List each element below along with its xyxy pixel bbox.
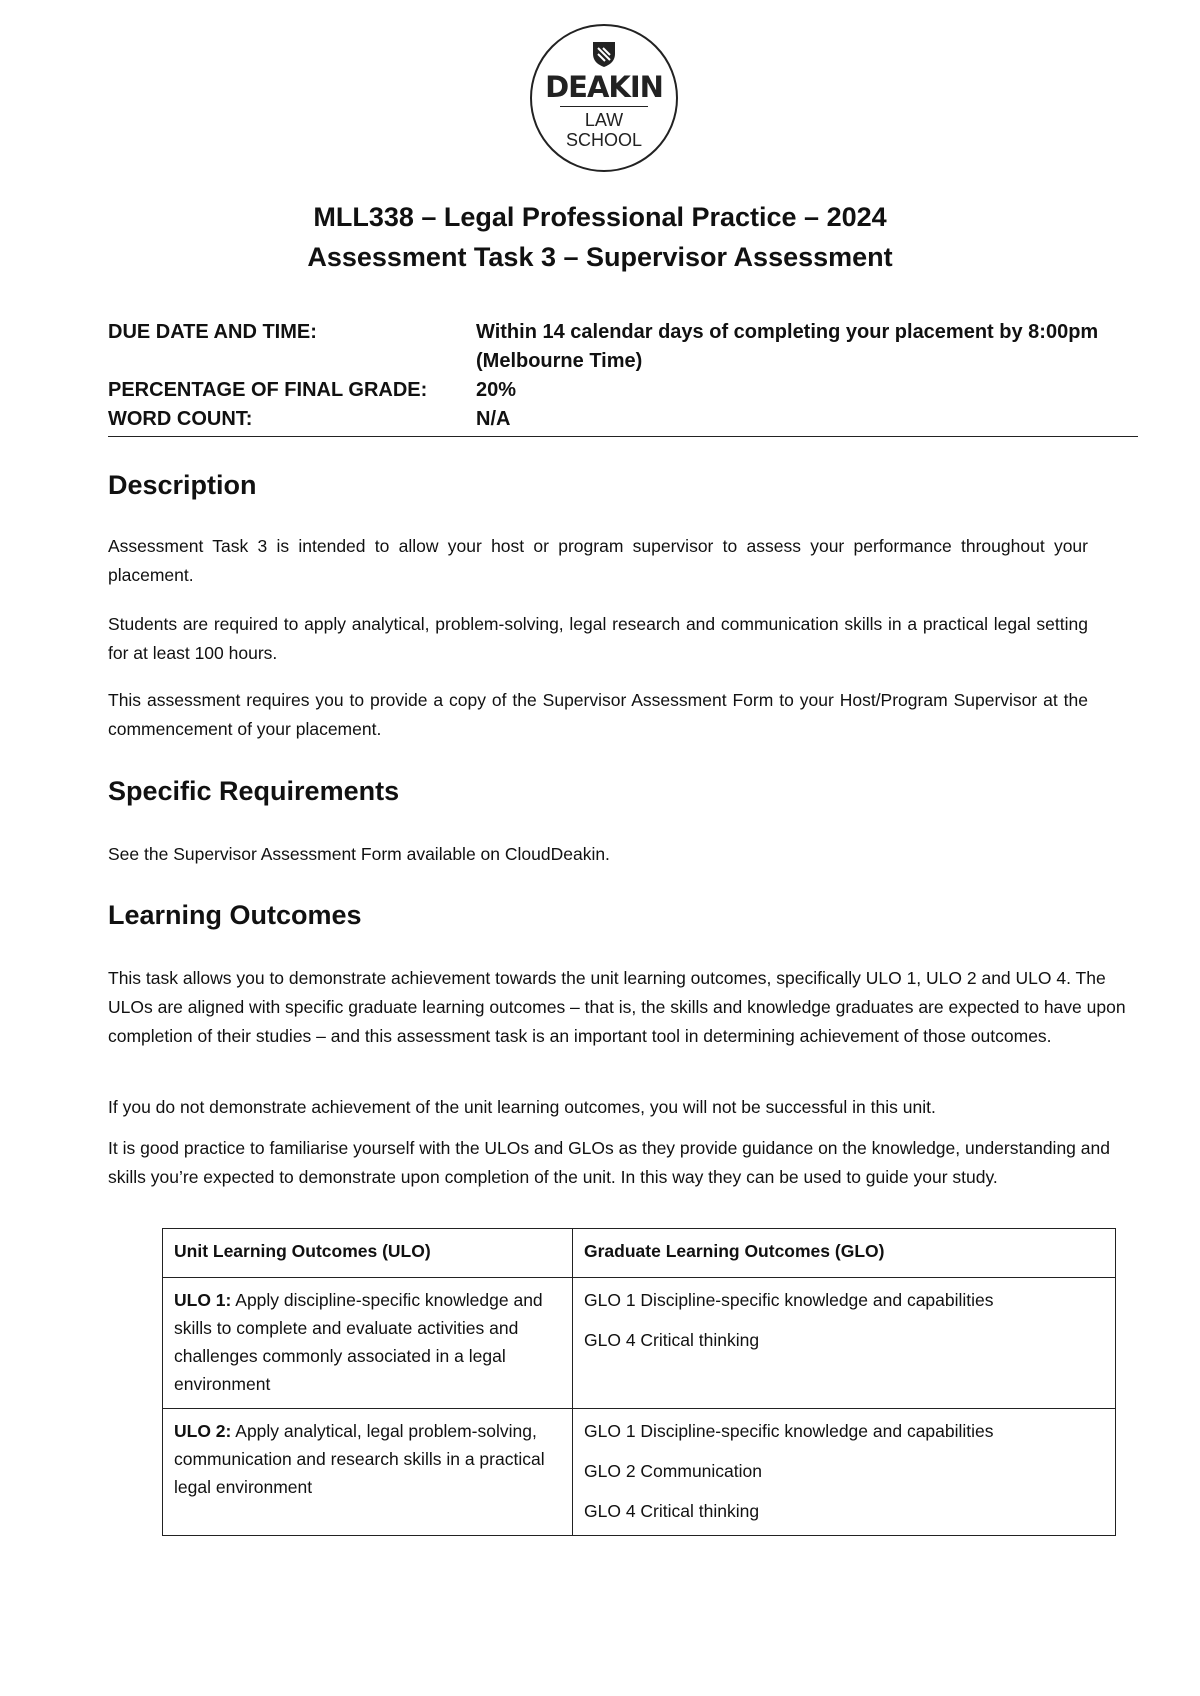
ulo-label: ULO 1: — [174, 1290, 232, 1310]
learning-paragraph-2: If you do not demonstrate achievement of the unit learning outcomes, you will not be successful in this unit. — [108, 1097, 936, 1117]
ulo-label: ULO 2: — [174, 1421, 232, 1441]
glo-cell — [573, 1278, 1116, 1409]
meta-value: N/A — [476, 408, 511, 430]
table-header-row — [163, 1229, 1116, 1278]
assessment-meta — [108, 318, 1138, 434]
shield-icon — [590, 40, 618, 68]
learning-paragraph-1: This task allows you to demonstrate achievement towards the unit learning outcomes, specifically ULO 1, ULO 2 and ULO 4. The ULOs are aligned with specific graduate learning outcomes – that is, the skills and knowledge graduates are expected to have upon completion of their studies – and this assessment task is an important tool in determining achievement of those outcomes. — [108, 968, 1126, 1046]
heading-specific-requirements: Specific Requirements — [108, 776, 400, 806]
meta-row-percentage — [108, 376, 1138, 405]
meta-value: 20% — [476, 379, 517, 401]
meta-divider — [108, 436, 1138, 437]
table-header-glo: Graduate Learning Outcomes (GLO) — [573, 1229, 1116, 1278]
description-paragraph-1: Assessment Task 3 is intended to allow your host or program supervisor to assess your performance throughout your placement. — [108, 536, 1088, 585]
description-paragraph-2: Students are required to apply analytical, problem-solving, legal research and communication skills in a practical legal setting for at least 100 hours. — [108, 614, 1088, 663]
learning-paragraph-3: It is good practice to familiarise yourself with the ULOs and GLOs as they provide guidance on the knowledge, understanding and skills you’re expected to demonstrate upon completion of the unit. In this way they can be used to guide your study. — [108, 1138, 1110, 1187]
page-subtitle: Assessment Task 3 – Supervisor Assessment — [307, 242, 893, 272]
meta-key: WORD COUNT: — [108, 408, 253, 430]
heading-description: Description — [108, 470, 257, 500]
deakin-law-school-logo — [530, 24, 678, 172]
ulo-cell — [163, 1278, 573, 1409]
logo-line-1: LAW — [584, 110, 624, 130]
logo-line-2: SCHOOL — [565, 130, 643, 150]
table-row — [163, 1278, 1116, 1409]
logo-divider — [560, 106, 648, 107]
meta-key: DUE DATE AND TIME: — [108, 321, 317, 343]
learning-outcomes-table — [162, 1228, 1116, 1536]
glo-item: GLO 1 Discipline-specific knowledge and capabilities — [584, 1290, 994, 1310]
glo-cell — [573, 1409, 1116, 1536]
ulo-text: Apply analytical, legal problem-solving, communication and research skills in a practical legal environment — [174, 1421, 545, 1497]
meta-row-word-count — [108, 405, 1138, 434]
glo-item: GLO 2 Communication — [584, 1461, 762, 1481]
meta-row-due — [108, 318, 1138, 376]
meta-key: PERCENTAGE OF FINAL GRADE: — [108, 379, 428, 401]
glo-item: GLO 1 Discipline-specific knowledge and capabilities — [584, 1421, 994, 1441]
specific-paragraph-1: See the Supervisor Assessment Form available on CloudDeakin. — [108, 844, 610, 864]
table-header-ulo: Unit Learning Outcomes (ULO) — [163, 1229, 573, 1278]
heading-learning-outcomes: Learning Outcomes — [108, 900, 362, 930]
meta-value: Within 14 calendar days of completing your placement by 8:00pm (Melbourne Time) — [476, 321, 1099, 372]
logo-brand: DEAKIN — [545, 70, 663, 104]
glo-item: GLO 4 Critical thinking — [584, 1501, 760, 1521]
ulo-text: Apply discipline-specific knowledge and skills to complete and evaluate activities and challenges commonly associated in a legal environment — [174, 1290, 543, 1394]
page-title: MLL338 – Legal Professional Practice – 2024 — [313, 202, 887, 232]
ulo-cell — [163, 1409, 573, 1536]
table-row — [163, 1409, 1116, 1536]
glo-item: GLO 4 Critical thinking — [584, 1330, 760, 1350]
description-paragraph-3: This assessment requires you to provide a copy of the Supervisor Assessment Form to your Host/Program Supervisor at the commencement of your placement. — [108, 690, 1088, 739]
